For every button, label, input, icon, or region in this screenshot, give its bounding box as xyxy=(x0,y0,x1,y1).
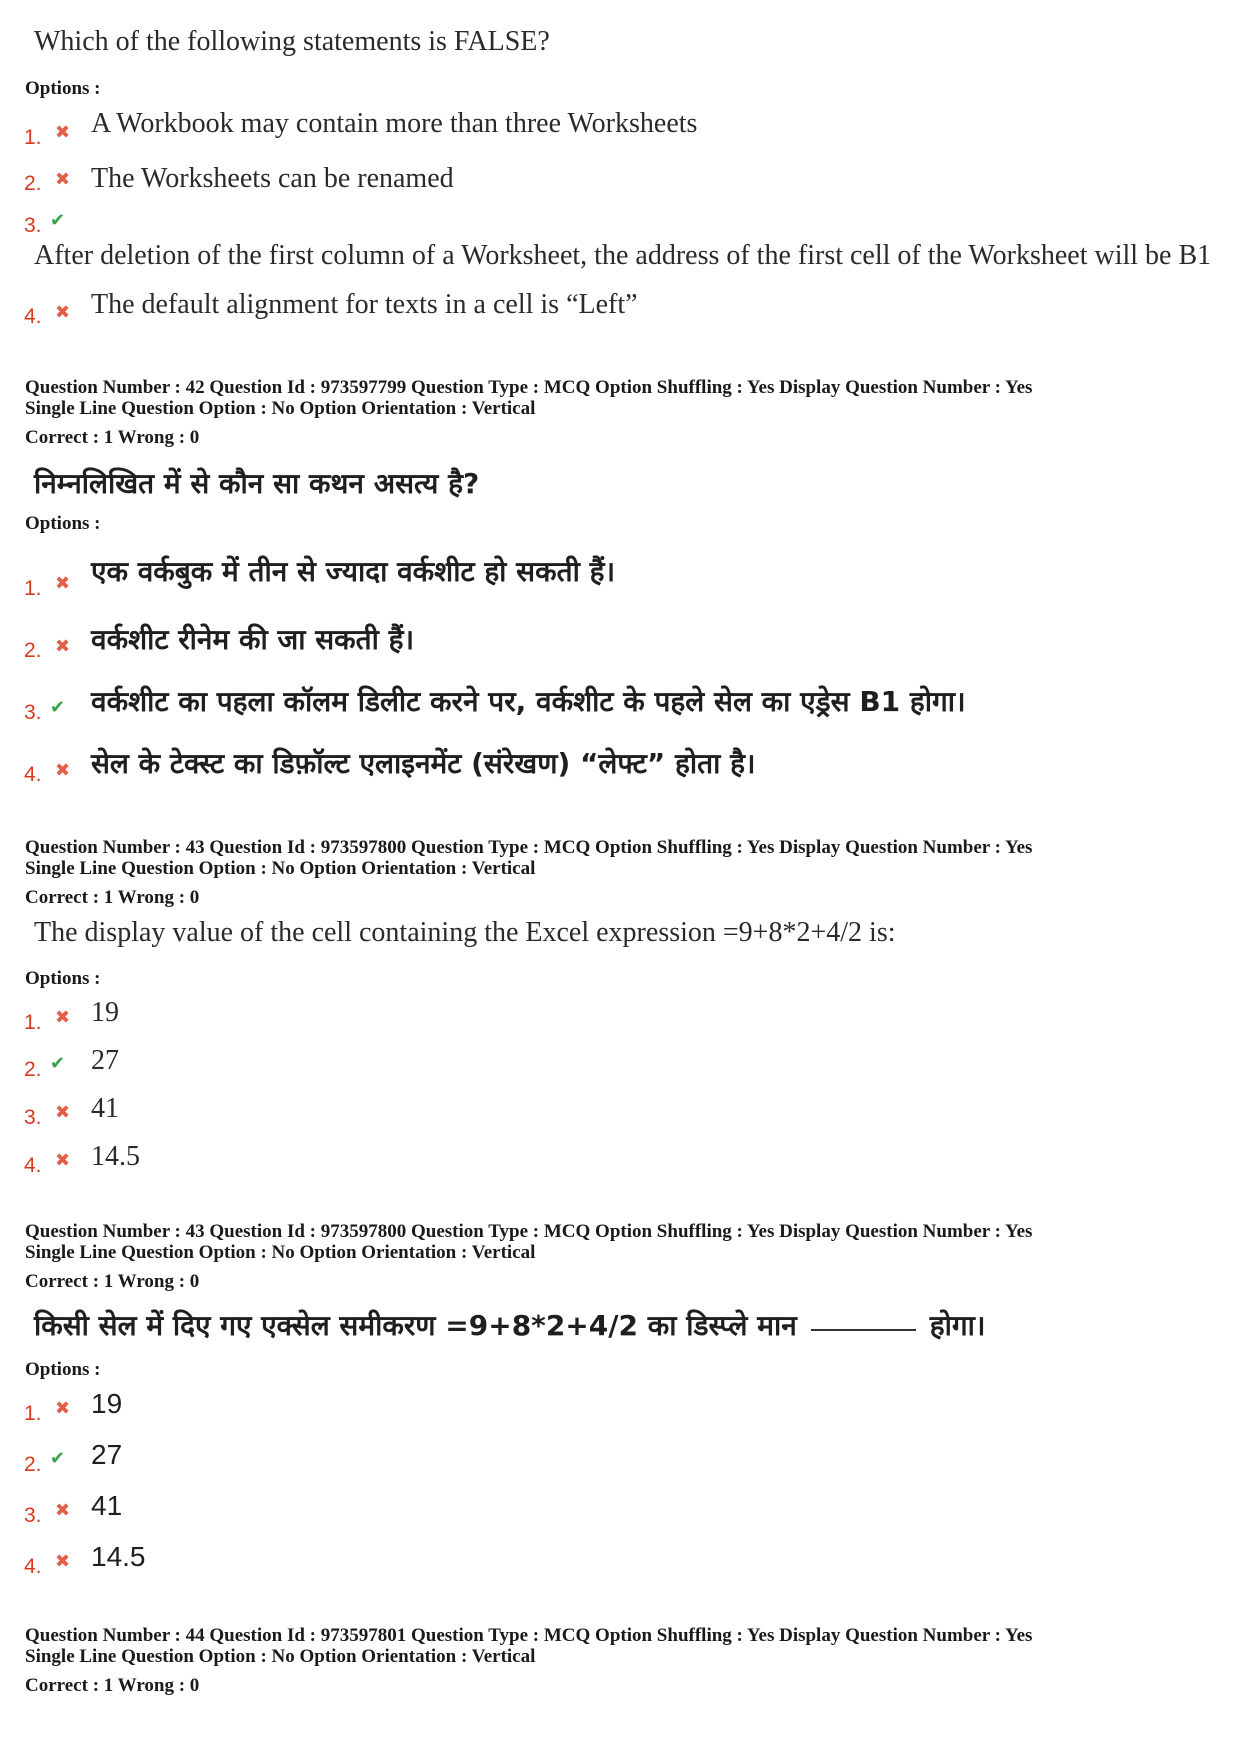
check-icon: ✔ xyxy=(50,1053,66,1074)
question-meta: Question Number : 43 Question Id : 973597800 Question Type : MCQ Option Shuffling : Yes Display Question Number : Yes xyxy=(25,837,1033,858)
score-info: Correct : 1 Wrong : 0 xyxy=(25,1271,200,1292)
question-meta: Question Number : 42 Question Id : 973597799 Question Type : MCQ Option Shuffling : Yes Display Question Number : Yes xyxy=(25,377,1033,398)
option-text: वर्कशीट रीनेम की जा सकती हैं। xyxy=(91,623,415,656)
wrong-icon: ✖ xyxy=(55,760,71,781)
options-label: Options : xyxy=(25,78,101,99)
option-text: After deletion of the first column of a Worksheet, the address of the first cell of the Worksheet will be B1 xyxy=(34,240,1212,271)
option-text: 41 xyxy=(91,1490,123,1521)
check-icon: ✔ xyxy=(50,1448,66,1469)
option-number: 3. xyxy=(24,214,42,237)
wrong-icon: ✖ xyxy=(55,122,71,143)
question-meta: Single Line Question Option : No Option Orientation : Vertical xyxy=(25,398,536,419)
option-text: एक वर्कबुक में तीन से ज्यादा वर्कशीट हो सकती हैं। xyxy=(91,555,616,588)
question-text: The display value of the cell containing the Excel expression =9+8*2+4/2 is: xyxy=(34,917,896,948)
question-meta: Single Line Question Option : No Option Orientation : Vertical xyxy=(25,1646,536,1667)
option-text: 19 xyxy=(91,997,119,1028)
question-text: निम्नलिखित में से कौन सा कथन असत्य है? xyxy=(34,467,480,500)
option-text: The Worksheets can be renamed xyxy=(91,163,454,194)
options-label: Options : xyxy=(25,1359,101,1380)
option-number: 2. xyxy=(24,639,42,662)
score-info: Correct : 1 Wrong : 0 xyxy=(25,427,200,448)
wrong-icon: ✖ xyxy=(55,1551,71,1572)
wrong-icon: ✖ xyxy=(55,1007,71,1028)
option-text: 19 xyxy=(91,1388,123,1419)
question-text xyxy=(34,1306,985,1344)
score-info: Correct : 1 Wrong : 0 xyxy=(25,1675,200,1696)
question-text: Which of the following statements is FALSE? xyxy=(34,26,550,57)
wrong-icon: ✖ xyxy=(55,169,71,190)
option-number: 2. xyxy=(24,1058,42,1081)
option-text: A Workbook may contain more than three Worksheets xyxy=(91,108,698,139)
option-number: 4. xyxy=(24,1154,42,1177)
option-text: 14.5 xyxy=(91,1141,140,1172)
options-label: Options : xyxy=(25,968,101,989)
wrong-icon: ✖ xyxy=(55,1500,71,1521)
score-info: Correct : 1 Wrong : 0 xyxy=(25,887,200,908)
option-number: 3. xyxy=(24,701,42,724)
option-text: The default alignment for texts in a cell is “Left” xyxy=(91,289,638,320)
option-text: 27 xyxy=(91,1439,123,1470)
wrong-icon: ✖ xyxy=(55,636,71,657)
option-number: 2. xyxy=(24,1453,42,1476)
wrong-icon: ✖ xyxy=(55,1102,71,1123)
question-text-part1: किसी सेल में दिए गए एक्सेल समीकरण =9+8*2+4/2 का डिस्प्ले मान xyxy=(34,1309,797,1342)
option-number: 3. xyxy=(24,1504,42,1527)
option-text: वर्कशीट का पहला कॉलम डिलीट करने पर, वर्कशीट के पहले सेल का एड्रेस B1 होगा। xyxy=(91,685,966,718)
option-text: सेल के टेक्स्ट का डिफ़ॉल्ट एलाइनमेंट (संरेखण) “लेफ्ट” होता है। xyxy=(91,747,756,780)
question-meta: Question Number : 43 Question Id : 973597800 Question Type : MCQ Option Shuffling : Yes Display Question Number : Yes xyxy=(25,1221,1033,1242)
option-text: 14.5 xyxy=(91,1541,146,1572)
question-meta: Question Number : 44 Question Id : 973597801 Question Type : MCQ Option Shuffling : Yes Display Question Number : Yes xyxy=(25,1625,1033,1646)
wrong-icon: ✖ xyxy=(55,573,71,594)
wrong-icon: ✖ xyxy=(55,1150,71,1171)
option-number: 1. xyxy=(24,126,42,149)
wrong-icon: ✖ xyxy=(55,302,71,323)
option-number: 1. xyxy=(24,577,42,600)
option-text: 27 xyxy=(91,1045,119,1076)
question-meta: Single Line Question Option : No Option Orientation : Vertical xyxy=(25,858,536,879)
option-number: 1. xyxy=(24,1402,42,1425)
option-number: 4. xyxy=(24,1555,42,1578)
option-number: 3. xyxy=(24,1106,42,1129)
options-label: Options : xyxy=(25,513,101,534)
question-meta: Single Line Question Option : No Option Orientation : Vertical xyxy=(25,1242,536,1263)
option-number: 4. xyxy=(24,763,42,786)
fill-blank xyxy=(811,1329,916,1331)
option-text: 41 xyxy=(91,1093,119,1124)
check-icon: ✔ xyxy=(50,210,66,231)
check-icon: ✔ xyxy=(50,697,66,718)
question-text-part2: होगा। xyxy=(929,1309,986,1342)
option-number: 2. xyxy=(24,172,42,195)
option-number: 1. xyxy=(24,1011,42,1034)
option-number: 4. xyxy=(24,305,42,328)
wrong-icon: ✖ xyxy=(55,1398,71,1419)
